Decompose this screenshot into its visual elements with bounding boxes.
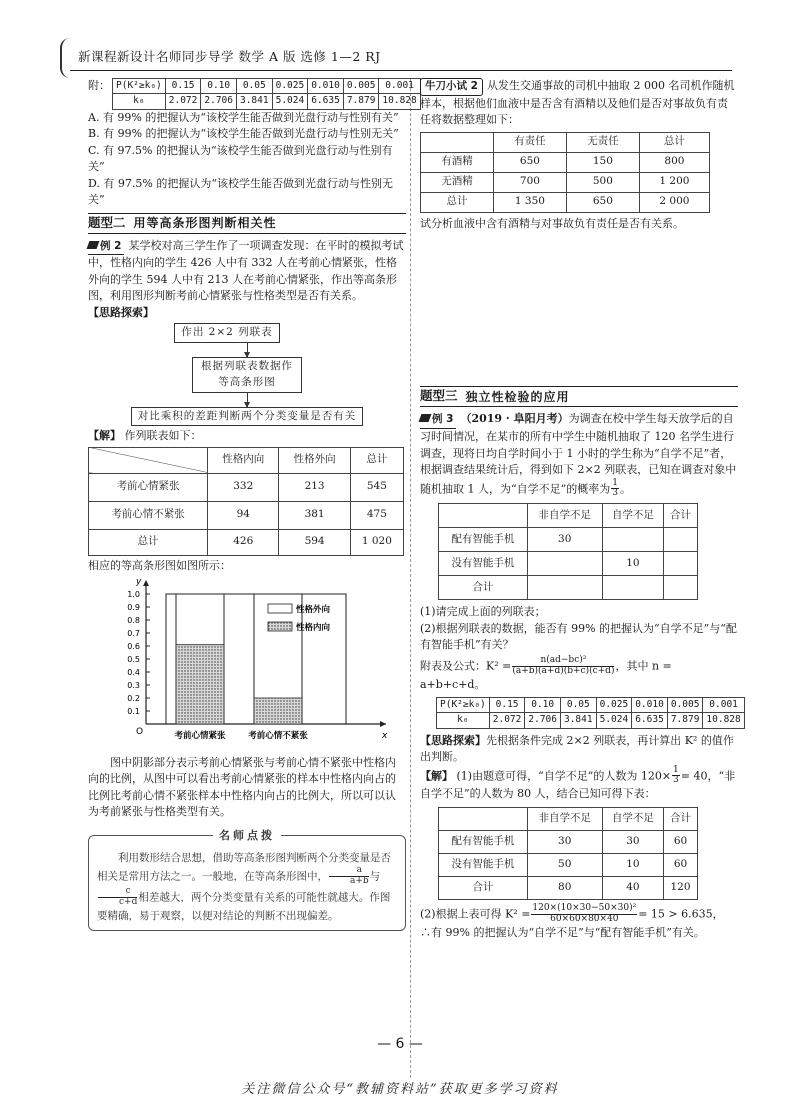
chart-explanation: 图中阴影部分表示考前心情紧张与考前心情不紧张中性格内向的比例，从图中可以看出考前心情紧张的样本中性格内向占的比例比考前心情不紧张样本中性格内向占的比例大，所以可以认为考前紧张与性格类型有关。 — [88, 755, 396, 819]
table-row: 考前心情紧张 332 213 545 — [89, 473, 404, 501]
contingency-table-3 — [438, 807, 698, 900]
think-label: 【思路探索】 — [88, 305, 154, 319]
table-row: 有责任 无责任 总计 — [421, 132, 710, 152]
bar-introvert — [176, 645, 224, 724]
header-rule — [70, 70, 732, 71]
pen-icon — [87, 241, 100, 249]
page-number: — 6 — — [377, 1036, 423, 1052]
example-2 — [88, 238, 406, 305]
example-text: 某学校对高三学生作了一项调查发现：在平时的模拟考试中，性格内向的学生 426 人中有 332 人在考前心情紧张，性格外向的学生 594 人中有 213 人在考前心情紧张，作出等高条形图，利用图形判断考前心情紧张与性格类型是否有关系。 — [88, 238, 404, 303]
solution-label: 【解】 — [88, 429, 121, 443]
pen-icon — [419, 414, 432, 422]
practice-label: 牛刀小试 2 — [420, 78, 483, 96]
question-1: (1)请完成上面的列联表； — [420, 605, 546, 619]
appendix-label: 附： — [88, 79, 110, 92]
option-c: C. 有 97.5% 的把握认为“该校学生能否做到光盘行动与性别有关” — [88, 143, 393, 173]
table-row: k₀ 2.072 2.706 3.841 5.024 6.635 7.879 10.828 — [437, 713, 745, 728]
y-tick-label: 0.2 — [127, 694, 140, 704]
table-row: 没有智能手机 10 — [439, 552, 698, 576]
fraction: $\frac{\text{n(ad−bc)²}}{(a+b)(a+d)(b+c)(c+d)}$ — [512, 654, 615, 676]
table-row: 非自学不足 自学不足 合计 — [439, 807, 698, 830]
section-header — [88, 213, 406, 234]
table-row: P(K²≥k₀) 0.15 0.10 0.05 0.025 0.010 0.005 0.001 — [437, 698, 745, 713]
fraction: $\frac{a}{a+b}$ — [329, 866, 369, 887]
footer-note: 关注微信公众号“教辅资料站”获取更多学习资料 — [241, 1082, 559, 1097]
option-b: B. 有 99% 的把握认为“该校学生能否做到光盘行动与性别无关” — [88, 127, 399, 140]
table-row: P(K²≥k₀) 0.15 0.10 0.05 0.025 0.010 0.005 0.001 — [113, 79, 421, 94]
think-line: 【思路探索】先根据条件完成 2×2 列联表，再计算出 K² 的值作出判断。 — [420, 733, 734, 764]
formula-line: 附表及公式：K² = $\frac{\text{n(ad−bc)²}}{(a+b)(a+d)(b+c)(c+d)}$ ，其中 n = a+b+c+d。 — [420, 654, 672, 691]
critical-value-table — [112, 78, 421, 110]
x-axis-arrow-icon — [380, 721, 386, 727]
legend-label: 性格外向 — [296, 605, 331, 616]
bar-introvert — [254, 698, 302, 724]
y-tick-label: 0.9 — [127, 603, 140, 613]
tip-text: 利用数形结合思想，借助等高条形图判断两个分类变量是否相关是常用方法之一。一般地，在等高条形图中， $\frac{a}{a+b}$ 与 $\frac{c}{c+d}$ 相差越大，两个分类变量有关系的可能性就越大。作图要精确，易于观察，以便对结论的判断不出现偏差。 — [97, 851, 391, 922]
column-divider — [410, 78, 411, 1078]
origin-label: O — [136, 727, 144, 738]
contingency-table-2 — [438, 503, 698, 600]
legend-label: 性格内向 — [296, 623, 331, 634]
option-d: D. 有 97.5% 的把握认为“该校学生能否做到光盘行动与性别无关” — [88, 176, 393, 206]
y-axis-arrow-icon — [143, 580, 149, 586]
left-column — [88, 78, 417, 931]
y-tick-label: 0.7 — [127, 629, 140, 639]
fraction: $\frac{\text{120×(10×30−50×30)²}}{60\times 60\times 80\times 40}$ — [532, 902, 637, 924]
contingency-table-1 — [88, 447, 404, 556]
section-header — [420, 386, 738, 407]
solution-label: 【解】 — [420, 768, 453, 782]
example-label: 例 2 — [88, 239, 124, 256]
table-row: 有酒精 650 150 800 — [421, 152, 710, 172]
x-category-label: 考前心情紧张 — [174, 731, 226, 742]
table-row: 合计 — [439, 576, 698, 600]
down-arrow-icon — [247, 393, 248, 407]
conclusion: ∴有 99% 的把握认为“自学不足”与“配有智能手机”有关。 — [420, 925, 705, 939]
spacer — [420, 232, 738, 382]
y-axis-label: y — [136, 577, 142, 588]
y-tick-label: 0.6 — [127, 642, 140, 652]
down-arrow-icon — [247, 343, 248, 357]
y-tick-label: 0.1 — [127, 707, 140, 717]
table-row: 非自学不足 自学不足 合计 — [439, 504, 698, 528]
example-label: 例 3 — [420, 412, 456, 429]
teacher-tip-box — [88, 828, 406, 931]
question-2: (2)根据列联表的数据，能否有 99% 的把握认为“自学不足”与“配有智能手机”有关？ — [420, 621, 737, 652]
y-tick-label: 1.0 — [127, 590, 140, 600]
right-column — [420, 78, 741, 941]
section-tag: 题型二 — [88, 214, 126, 230]
option-a: A. 有 99% 的把握认为“该校学生能否做到光盘行动与性别有关” — [88, 110, 399, 124]
practice-question: 试分析血液中含有酒精与对事故负有责任是否有关系。 — [420, 216, 684, 230]
table-row: 性格内向 性格外向 总计 — [89, 447, 404, 473]
think-label: 【思路探索】 — [420, 733, 486, 747]
y-tick-label: 0.4 — [127, 668, 140, 678]
y-tick-label: 0.8 — [127, 616, 140, 626]
solution-line-1: 【解】 (1)由题意可得，“自学不足”的人数为 120× $\frac{1}{3}$ = 40，“非自学不足”的人数为 80 人，结合已知可得下表： — [420, 764, 736, 801]
chart-intro: 相应的等高条形图如图所示： — [88, 558, 231, 572]
tip-label: 名师点拨 — [213, 827, 281, 844]
page-header: 新课程新设计名师同步导学 数学 A 版 选修 1—2 RJ — [78, 49, 381, 64]
flow-step-2: 根据列联表数据作等高条形图 — [192, 357, 302, 393]
solution-line-2: (2)根据上表可得 K² = $\frac{\text{120×(10×30−50×30)²}}{60\times 60\times 80\times 40}$ = 15 > 6.635， — [420, 902, 724, 924]
table-row: 没有智能手机 50 10 60 — [439, 853, 698, 876]
section-title: 独立性检验的应用 — [465, 389, 570, 404]
flow-step-1: 作出 2×2 列联表 — [174, 323, 279, 343]
legend-swatch-introvert — [268, 622, 292, 631]
header-brace — [60, 38, 74, 78]
table-row: 合计 80 40 120 — [439, 876, 698, 899]
table-row: 配有智能手机 30 — [439, 528, 698, 552]
x-category-label: 考前心情不紧张 — [248, 731, 308, 742]
legend-swatch-extrovert — [268, 604, 292, 613]
fraction: $\frac{1}{3}$ — [612, 477, 618, 499]
x-axis-label: x — [382, 731, 388, 742]
practice-2: 牛刀小试 2 从发生交通事故的司机中抽取 2 000 名司机作随机样本，根据他们血液中是否含有酒精以及他们是否对事故负有责任将数据整理如下： — [420, 79, 735, 127]
table-row: 总计 1 350 650 2 000 — [421, 192, 710, 212]
flowchart — [88, 323, 406, 426]
section-title: 用等高条形图判断相关性 — [133, 216, 277, 230]
fraction: $\frac{1}{3}$ — [673, 764, 679, 786]
fraction: $\frac{c}{c+d}$ — [98, 887, 137, 908]
alcohol-table — [420, 132, 710, 213]
stacked-bar-chart — [88, 574, 406, 749]
y-tick-label: 0.3 — [127, 681, 140, 691]
solution-line: 【解】 作列联表如下： — [88, 429, 202, 443]
y-tick-label: 0.5 — [127, 655, 140, 665]
table-row: 配有智能手机 30 30 60 — [439, 830, 698, 853]
table-row: 无酒精 700 500 1 200 — [421, 172, 710, 192]
section-tag: 题型三 — [420, 388, 458, 404]
table-row: k₀ 2.072 2.706 3.841 5.024 6.635 7.879 10.828 — [113, 94, 421, 109]
table-row: 总计 426 594 1 020 — [89, 529, 404, 555]
flow-step-3: 对比乘积的差距判断两个分类变量是否有关 — [131, 407, 364, 427]
table-row: 考前心情不紧张 94 381 475 — [89, 501, 404, 529]
critical-value-table — [436, 697, 745, 729]
example-3: 例 3 （2019 · 阜阳月考）为调查在校中学生每天放学后的自习时间情况，在某市的所有中学生中随机抽取了 120 名学生进行调查，现将日均自学时间小于 1 小时的学生称为“自学不足”者，根据调查结果统计后，得到如下 2×2 列联表，已知在调查对象中随机抽取 1 人，为“自学不足”的概率为 $\frac{1}{3}$ 。 — [420, 412, 737, 499]
